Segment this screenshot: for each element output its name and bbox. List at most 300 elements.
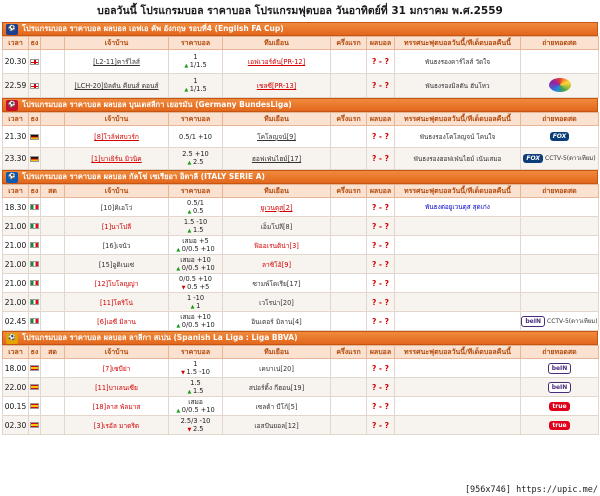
tv-channel-text: CCTV-5(ดาวเทียม): [547, 317, 598, 325]
country-flag-icon: [30, 261, 39, 267]
kickoff-time: 02.45: [3, 312, 29, 331]
odds-up-icon: ▲: [187, 160, 193, 166]
away-team-link[interactable]: โคโลญจน์[9]: [257, 133, 296, 141]
home-team-link[interactable]: [10]คิเอโว่: [100, 203, 133, 212]
country-flag-icon: [30, 422, 39, 428]
half-time-cell: [331, 397, 367, 416]
country-flag-icon: [30, 134, 39, 140]
country-flag-icon: [30, 59, 39, 65]
live-cell: [41, 217, 65, 236]
match-table: [2, 112, 599, 170]
page-frame: [2, 0, 598, 435]
away-team-cell: [223, 50, 331, 74]
flag-cell: [29, 378, 41, 397]
odds-down-icon: ▼: [187, 426, 193, 433]
score-cell: ? - ?: [367, 416, 395, 435]
country-flag-icon: [30, 204, 39, 210]
col-header-odds: ราคาบอล: [169, 185, 223, 198]
header-row: [3, 185, 599, 198]
flag-cell: [29, 397, 41, 416]
tv-cell: [521, 148, 599, 170]
odds-value: ▲ 1.5: [187, 225, 204, 234]
col-header-away: ทีมเยือน: [223, 37, 331, 50]
score-cell: ? - ?: [367, 397, 395, 416]
away-team-cell: [223, 126, 331, 148]
half-time-cell: [331, 293, 367, 312]
col-header-live: [41, 113, 65, 126]
away-team-cell: [223, 148, 331, 170]
page-title: บอลวันนี้ โปรแกรมบอล ราคาบอล โปรแกรมฟุตบอล วันอาทิตย์ที่ 31 มกราคม พ.ศ.2559: [97, 5, 503, 17]
col-header-time: เวลา: [3, 346, 29, 359]
col-header-time: เวลา: [3, 113, 29, 126]
col-header-time: เวลา: [3, 185, 29, 198]
flag-cell: [29, 148, 41, 170]
home-team-link[interactable]: [16]เจนัว: [102, 241, 131, 250]
tv-cell: [521, 255, 599, 274]
tip-cell: [395, 397, 521, 416]
col-header-score: ผลบอล: [367, 346, 395, 359]
match-row: [3, 378, 599, 397]
country-flag-icon: [30, 299, 39, 305]
odds-value: 1: [193, 359, 198, 368]
tv-cell: [521, 378, 599, 397]
country-flag-icon: [30, 83, 39, 89]
live-cell: [41, 359, 65, 378]
tv-cell: [521, 126, 599, 148]
tip-cell: [395, 416, 521, 435]
kickoff-time: 21.30: [3, 126, 29, 148]
tv-bein-logo-icon[interactable]: beIN: [521, 316, 545, 327]
tip-cell[interactable]: พันธงรองฮอฟเฟ่นไฮม์ เน้นเสมอ: [395, 148, 521, 170]
odds-up-icon: ▲: [176, 407, 182, 414]
kickoff-time: 21.00: [3, 236, 29, 255]
odds-value: 0.5/1: [187, 198, 204, 207]
away-team-cell: [223, 293, 331, 312]
odds-value: เสมอ: [188, 397, 203, 406]
away-team-cell: [223, 416, 331, 435]
kickoff-time: 22.00: [3, 378, 29, 397]
odds-value: 0/0.5 +10: [179, 274, 212, 283]
home-team-link[interactable]: [15]อูดิเนเซ่: [98, 260, 135, 269]
home-team-cell: [65, 217, 169, 236]
score-cell: ? - ?: [367, 378, 395, 397]
tv-channel[interactable]: [550, 132, 570, 141]
away-team-link[interactable]: เอสปันยอล[12]: [254, 421, 299, 430]
tv-channel-text: CCTV-5(ดาวเทียม): [545, 155, 596, 162]
half-time-cell: [331, 312, 367, 331]
match-table: [2, 184, 599, 331]
tv-cell: [521, 397, 599, 416]
tv-cell: [521, 293, 599, 312]
match-row: [3, 416, 599, 435]
half-time-cell: [331, 198, 367, 217]
league-logo-icon: ⚽: [6, 24, 18, 35]
odds-value: 1: [193, 53, 198, 61]
tv-true-logo-icon[interactable]: true: [549, 421, 569, 430]
home-team-link[interactable]: [1]บาเยิร์น มิวนิค: [91, 155, 142, 163]
score-cell: ? - ?: [367, 274, 395, 293]
col-header-league: ธง: [29, 113, 41, 126]
tv-ch7-logo-icon[interactable]: [549, 78, 571, 92]
home-team-cell: [65, 397, 169, 416]
image-watermark: [956x746] https://upic.me/: [464, 485, 598, 495]
tv-fox-logo-icon[interactable]: FOX: [550, 132, 570, 141]
country-flag-icon: [30, 223, 39, 229]
col-header-half: ครึ่งแรก: [331, 346, 367, 359]
home-team-link[interactable]: [11]บาเลนเซีย: [95, 383, 138, 392]
match-row: [3, 236, 599, 255]
live-cell: [41, 416, 65, 435]
col-header-home: เจ้าบ้าน: [65, 113, 169, 126]
flag-cell: [29, 293, 41, 312]
league-logo-icon: ⚽: [6, 100, 18, 111]
odds-cell: [169, 397, 223, 416]
odds-down-icon: ▼: [181, 369, 187, 376]
col-header-away: ทีมเยือน: [223, 346, 331, 359]
league-header[interactable]: [2, 98, 598, 112]
odds-value: ▲ 0/0.5 +10: [176, 244, 215, 253]
league-header[interactable]: [2, 170, 598, 184]
away-team-link[interactable]: เวโรน่า[20]: [259, 298, 294, 307]
home-team-cell: [65, 198, 169, 217]
away-team-link[interactable]: ซามพ์โดเรีย[17]: [252, 279, 301, 288]
away-team-link[interactable]: ยูเวนตุส[2]: [260, 203, 293, 212]
odds-value: ▼ 0.5 +5: [181, 282, 210, 291]
kickoff-time: 21.00: [3, 255, 29, 274]
home-team-link[interactable]: [11]โตริโน่: [100, 298, 133, 307]
match-row: [3, 359, 599, 378]
flag-cell: [29, 50, 41, 74]
kickoff-time: 22.59: [3, 74, 29, 98]
col-header-half: ครึ่งแรก: [331, 113, 367, 126]
odds-cell: [169, 198, 223, 217]
country-flag-icon: [30, 403, 39, 409]
kickoff-time: 18.30: [3, 198, 29, 217]
col-header-half: ครึ่งแรก: [331, 185, 367, 198]
match-row: [3, 198, 599, 217]
away-team-cell: [223, 255, 331, 274]
match-row: [3, 255, 599, 274]
match-row: [3, 50, 599, 74]
odds-cell: [169, 255, 223, 274]
tv-cell: [521, 236, 599, 255]
home-team-cell: [65, 255, 169, 274]
col-header-live: [41, 37, 65, 50]
away-team-cell: [223, 312, 331, 331]
away-team-link[interactable]: ฟิออเรนติน่า[3]: [254, 241, 299, 250]
home-team-link[interactable]: [LCH-20]มิลตัน คียนส์ ดอนส์: [74, 82, 159, 90]
odds-value: ▲ 0/0.5 +10: [176, 320, 215, 329]
half-time-cell: [331, 359, 367, 378]
tv-cell: [521, 416, 599, 435]
away-team-cell: [223, 198, 331, 217]
col-header-tv: ถ่ายทอดสด: [521, 37, 599, 50]
tip-cell[interactable]: พันธงรองโคโลญจน์ โคนใจ: [395, 126, 521, 148]
col-header-home: เจ้าบ้าน: [65, 346, 169, 359]
tip-cell[interactable]: พันธงรองคาร์ไลส์ วัดใจ: [395, 50, 521, 74]
match-row: [3, 126, 599, 148]
odds-value: 1.5 -10: [183, 217, 208, 226]
tip-cell: [395, 312, 521, 331]
odds-value: ▲ 1.5: [187, 386, 204, 395]
flag-cell: [29, 255, 41, 274]
col-header-away: ทีมเยือน: [223, 185, 331, 198]
country-flag-icon: [30, 384, 39, 390]
col-header-league: ธง: [29, 346, 41, 359]
away-team-link[interactable]: เอฟเวอร์ตัน[PR-12]: [247, 58, 306, 66]
score-cell: ? - ?: [367, 198, 395, 217]
odds-value: 2.5/3 -10: [180, 416, 211, 425]
kickoff-time: 02.30: [3, 416, 29, 435]
tip-cell: [395, 274, 521, 293]
match-row: [3, 148, 599, 170]
col-header-time: เวลา: [3, 37, 29, 50]
col-header-tip: ทรรศนะฟุตบอลวันนี้/ทีเด็ดบอลคืนนี้: [395, 346, 521, 359]
header-row: [3, 37, 599, 50]
league-logo-icon: ⚽: [6, 333, 18, 344]
col-header-home: เจ้าบ้าน: [65, 185, 169, 198]
league-title[interactable]: โปรแกรมบอล ราคาบอล ผลบอล บุนเดสลีกา เยอรมัน (Germany BundesLiga): [22, 100, 292, 109]
score-cell: ? - ?: [367, 293, 395, 312]
col-header-home: เจ้าบ้าน: [65, 37, 169, 50]
odds-up-icon: ▲: [184, 87, 190, 93]
half-time-cell: [331, 236, 367, 255]
odds-value: 0.5/1 +10: [179, 132, 212, 141]
odds-value: ▲ 0/0.5 +10: [176, 405, 215, 414]
score-cell: ? - ?: [367, 217, 395, 236]
away-team-cell: [223, 359, 331, 378]
odds-cell: [169, 378, 223, 397]
match-table: [2, 345, 599, 435]
flag-cell: [29, 217, 41, 236]
score-cell: ? - ?: [367, 255, 395, 274]
odds-value: ▲ 0.5: [187, 206, 204, 215]
odds-cell: [169, 359, 223, 378]
league-section: [2, 22, 598, 98]
live-cell: [41, 274, 65, 293]
odds-cell: [169, 312, 223, 331]
odds-value: 1: [193, 77, 198, 85]
col-header-tv: ถ่ายทอดสด: [521, 113, 599, 126]
half-time-cell: [331, 416, 367, 435]
tip-cell: [395, 359, 521, 378]
tv-channel[interactable]: [548, 363, 572, 374]
tip-cell: [395, 378, 521, 397]
score-cell: ? - ?: [367, 50, 395, 74]
odds-up-icon: ▲: [187, 208, 193, 215]
home-team-cell: [65, 416, 169, 435]
kickoff-time: 21.00: [3, 217, 29, 236]
col-header-live: สด: [41, 185, 65, 198]
tv-channel[interactable]: [549, 402, 569, 411]
odds-value: เสมอ +10: [180, 255, 211, 264]
col-header-odds: ราคาบอล: [169, 346, 223, 359]
tv-bein-logo-icon[interactable]: beIN: [548, 363, 572, 374]
col-header-live: สด: [41, 346, 65, 359]
score-cell: ? - ?: [367, 74, 395, 98]
odds-cell: [169, 274, 223, 293]
odds-up-icon: ▲: [187, 388, 193, 395]
away-team-cell: [223, 274, 331, 293]
league-section: [2, 331, 598, 435]
home-team-cell: [65, 126, 169, 148]
league-title[interactable]: โปรแกรมบอล ราคาบอล ผลบอล เอฟเอ คัพ อังกฤษ รอบที่4 (English FA Cup): [22, 24, 284, 33]
league-logo-icon: ⚽: [6, 172, 18, 183]
odds-value: 2.5 +10: [182, 150, 209, 158]
home-team-cell: [65, 274, 169, 293]
league-title[interactable]: โปรแกรมบอล ราคาบอล ผลบอล ลาลีกา สเปน (Spanish La Liga : Liga BBVA): [22, 333, 298, 342]
match-row: [3, 397, 599, 416]
half-time-cell: [331, 378, 367, 397]
tv-bein-logo-icon[interactable]: beIN: [548, 382, 572, 393]
home-team-cell: [65, 148, 169, 170]
tip-cell[interactable]: พันธงต่อยูเวนตุส สุดเก่ง: [395, 198, 521, 217]
home-team-link[interactable]: [1]นาโปลี: [101, 222, 132, 231]
match-row: [3, 312, 599, 331]
flag-cell: [29, 312, 41, 331]
tv-channel[interactable]: [549, 421, 569, 430]
odds-cell: [169, 50, 223, 74]
live-cell: [41, 50, 65, 74]
half-time-cell: [331, 274, 367, 293]
odds-value: ▲ 1/1.5: [184, 61, 207, 69]
score-cell: ? - ?: [367, 312, 395, 331]
odds-value: ▼ 2.5: [187, 424, 204, 433]
home-team-cell: [65, 378, 169, 397]
away-team-link[interactable]: อินเตอร์ มิลาน[4]: [251, 317, 302, 326]
odds-value: เสมอ +10: [180, 312, 211, 321]
tv-true-logo-icon[interactable]: true: [549, 402, 569, 411]
flag-cell: [29, 126, 41, 148]
away-team-link[interactable]: เชลซี[PR-13]: [256, 82, 297, 90]
away-team-cell: [223, 378, 331, 397]
odds-up-icon: ▲: [187, 227, 193, 234]
half-time-cell: [331, 217, 367, 236]
col-header-tip: ทรรศนะฟุตบอลวันนี้/ทีเด็ดบอลคืนนี้: [395, 37, 521, 50]
away-team-link[interactable]: ฮอฟเฟ่นไฮม์[17]: [251, 155, 302, 163]
kickoff-time: 20.30: [3, 50, 29, 74]
home-team-link[interactable]: [8]โวล์ฟสบวร์ก: [94, 133, 139, 141]
half-time-cell: [331, 50, 367, 74]
tv-channel[interactable]: [549, 78, 571, 92]
home-team-link[interactable]: [3]เรอัล มาดริด: [93, 421, 140, 430]
match-row: [3, 74, 599, 98]
tv-cell: [521, 198, 599, 217]
home-team-cell: [65, 74, 169, 98]
odds-cell: [169, 126, 223, 148]
half-time-cell: [331, 74, 367, 98]
odds-value: ▲ 1: [190, 301, 201, 310]
live-cell: [41, 126, 65, 148]
country-flag-icon: [30, 156, 39, 162]
tip-cell: [395, 255, 521, 274]
tip-cell: [395, 236, 521, 255]
tv-channel[interactable]: [523, 154, 595, 163]
live-cell: [41, 198, 65, 217]
tv-channel[interactable]: [521, 316, 597, 327]
match-row: [3, 217, 599, 236]
home-team-link[interactable]: [12]โบโลญญ่า: [94, 279, 139, 288]
odds-value: 1.5: [190, 378, 201, 387]
col-header-odds: ราคาบอล: [169, 37, 223, 50]
league-header[interactable]: [2, 22, 598, 36]
league-title[interactable]: โปรแกรมบอล ราคาบอล ผลบอล กัลโช่ เซเรียอา อิตาลี (ITALY SERIE A): [22, 172, 265, 181]
home-team-cell: [65, 312, 169, 331]
tv-cell: [521, 50, 599, 74]
odds-value: ▲ 0/0.5 +10: [176, 263, 215, 272]
col-header-half: ครึ่งแรก: [331, 37, 367, 50]
header-row: [3, 346, 599, 359]
home-team-link[interactable]: [7]เซบีย่า: [102, 364, 131, 373]
half-time-cell: [331, 126, 367, 148]
away-team-cell: [223, 217, 331, 236]
live-cell: [41, 255, 65, 274]
kickoff-time: 18.00: [3, 359, 29, 378]
odds-up-icon: ▲: [176, 265, 182, 272]
odds-value: ▼ 1.5 -10: [181, 367, 210, 376]
odds-cell: [169, 148, 223, 170]
half-time-cell: [331, 255, 367, 274]
tv-cell: [521, 274, 599, 293]
sections-container: [2, 22, 598, 435]
league-header[interactable]: [2, 331, 598, 345]
score-cell: ? - ?: [367, 236, 395, 255]
away-team-cell: [223, 74, 331, 98]
col-header-tip: ทรรศนะฟุตบอลวันนี้/ทีเด็ดบอลคืนนี้: [395, 113, 521, 126]
away-team-link[interactable]: สปอร์ติ้ง กีฮอน[19]: [248, 383, 305, 392]
tip-cell[interactable]: พันธงรองมิลตัน ฮันโหว: [395, 74, 521, 98]
home-team-link[interactable]: [L2-11]คาร์ไลส์: [93, 58, 140, 66]
match-row: [3, 293, 599, 312]
away-team-link[interactable]: เคบาเน่[20]: [259, 364, 294, 373]
header-row: [3, 113, 599, 126]
home-team-cell: [65, 50, 169, 74]
tip-cell: [395, 217, 521, 236]
away-team-link[interactable]: เอ็มโปลี[8]: [260, 222, 293, 231]
home-team-link[interactable]: [6]เอซี มิลาน: [97, 317, 136, 326]
flag-cell: [29, 359, 41, 378]
tv-fox-logo-icon[interactable]: FOX: [523, 154, 543, 163]
score-cell: ? - ?: [367, 359, 395, 378]
flag-cell: [29, 74, 41, 98]
tv-cell: [521, 359, 599, 378]
col-header-score: ผลบอล: [367, 113, 395, 126]
kickoff-time: 21.00: [3, 274, 29, 293]
odds-value: 1 -10: [186, 293, 205, 302]
live-cell: [41, 293, 65, 312]
kickoff-time: 00.15: [3, 397, 29, 416]
odds-cell: [169, 236, 223, 255]
country-flag-icon: [30, 280, 39, 286]
home-team-link[interactable]: [18]ลาส พัลมาส: [92, 402, 141, 411]
odds-up-icon: ▲: [176, 322, 182, 329]
odds-cell: [169, 293, 223, 312]
tv-channel[interactable]: [548, 382, 572, 393]
away-team-link[interactable]: ลาซิโอ้[9]: [261, 260, 292, 269]
odds-up-icon: ▲: [190, 303, 197, 310]
away-team-cell: [223, 397, 331, 416]
odds-cell: [169, 74, 223, 98]
col-header-tip: ทรรศนะฟุตบอลวันนี้/ทีเด็ดบอลคืนนี้: [395, 185, 521, 198]
away-team-link[interactable]: เซลต้า บีโก้[5]: [255, 402, 298, 411]
score-cell: ? - ?: [367, 126, 395, 148]
col-header-league: ธง: [29, 185, 41, 198]
country-flag-icon: [30, 242, 39, 248]
country-flag-icon: [30, 365, 39, 371]
match-table: [2, 36, 599, 98]
col-header-score: ผลบอล: [367, 185, 395, 198]
odds-down-icon: ▼: [181, 284, 188, 291]
